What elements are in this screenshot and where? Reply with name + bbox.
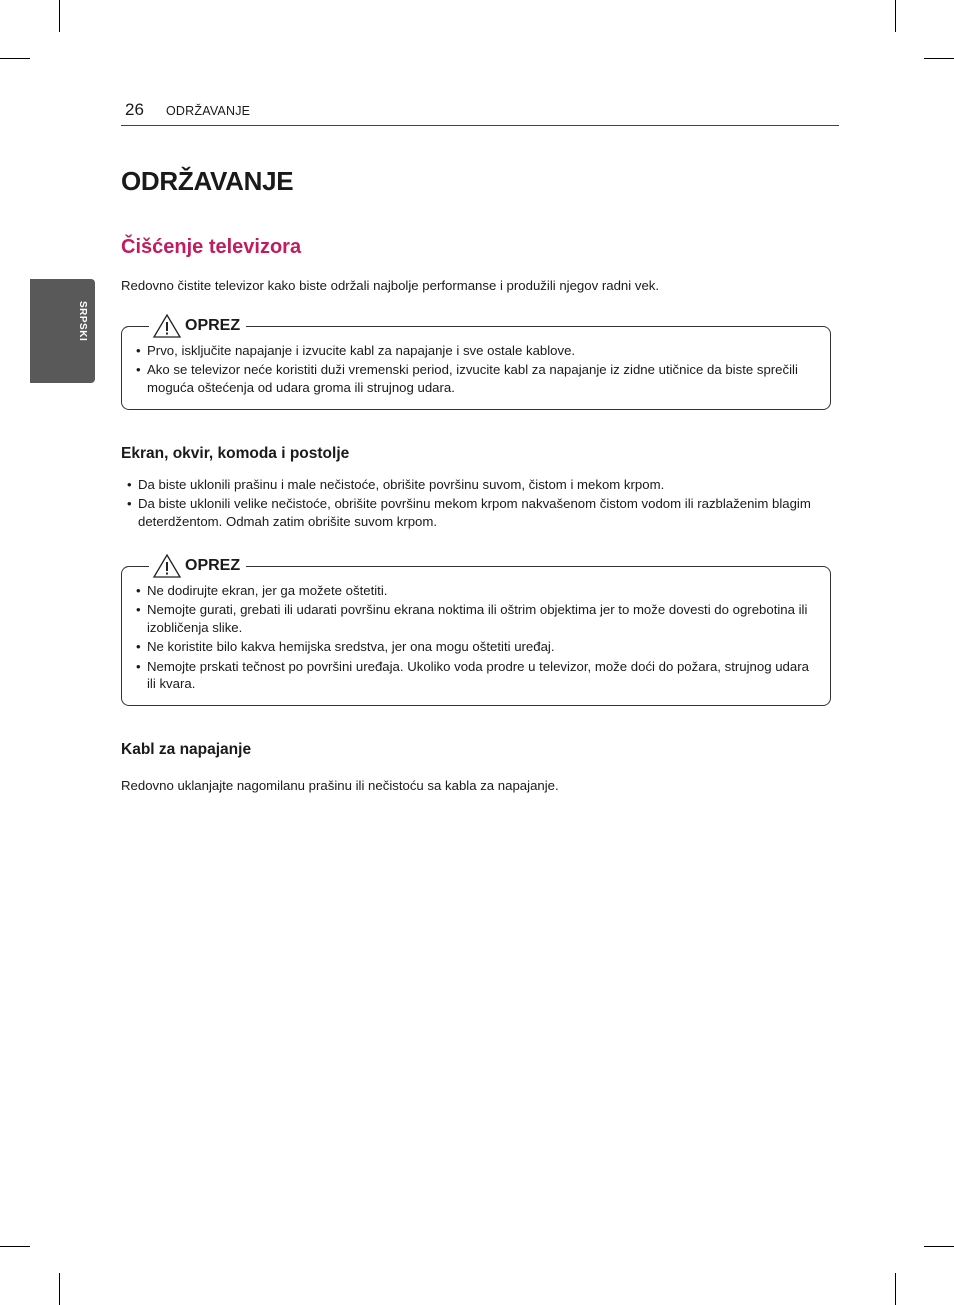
caution-title: OPREZ (185, 317, 241, 334)
caution-box (121, 317, 831, 410)
page-number: 26 (125, 100, 144, 119)
list-item: • Prvo, isključite napajanje i izvucite kabl za napajanje i sve ostale kablove. (136, 342, 816, 359)
list-item: • Ne dodirujte ekran, jer ga možete oštetiti. (136, 582, 816, 599)
screen-section-heading: Ekran, okvir, komoda i postolje (121, 445, 350, 462)
list-item: • Ako se televizor neće koristiti duži vremenski period, izvucite kabl za napajanje iz zidne utičnice da biste sprečili moguća oštećenja od udara groma ili strujnog udara. (136, 361, 816, 396)
caution-label (149, 554, 246, 578)
cable-paragraph: Redovno uklanjajte nagomilanu prašinu ili nečistoću sa kabla za napajanje. (121, 778, 559, 793)
language-side-tab (30, 279, 95, 383)
warning-triangle-icon (153, 554, 181, 578)
caution-label (149, 314, 246, 338)
crop-mark (924, 58, 954, 59)
crop-mark (0, 1246, 30, 1247)
caution-list (136, 342, 816, 398)
crop-mark (924, 1246, 954, 1247)
list-item: • Nemojte gurati, grebati ili udarati površinu ekrana noktima ili oštrim objektima jer to može dovesti do ogrebotina ili izobličenja slike. (136, 601, 816, 636)
list-item: • Da biste uklonili velike nečistoće, obrišite površinu mekom krpom nakvašenom čistom vodom ili razblaženim blagim deterdžentom. Odmah zatim obrišite suvom krpom. (127, 495, 817, 530)
page-header (121, 98, 839, 126)
crop-mark (59, 0, 60, 32)
cable-section-heading: Kabl za napajanje (121, 741, 252, 758)
list-item: • Da biste uklonili prašinu i male nečistoće, obrišite površinu suvom, čistom i mekom krpom. (127, 476, 817, 493)
section-title: Čišćenje televizora (121, 236, 302, 258)
language-tab-label: SRPSKI (77, 301, 88, 342)
crop-mark (895, 1273, 896, 1305)
caution-title: OPREZ (185, 557, 241, 574)
crop-mark (59, 1273, 60, 1305)
warning-triangle-icon (153, 314, 181, 338)
list-item: • Nemojte prskati tečnost po površini uređaja. Ukoliko voda prodre u televizor, može doći do požara, strujnog udara ili kvara. (136, 658, 816, 693)
running-head: ODRŽAVANJE (166, 104, 251, 118)
caution-box (121, 557, 831, 706)
list-item: • Ne koristite bilo kakva hemijska sredstva, jer ona mogu oštetiti uređaj. (136, 638, 816, 655)
crop-mark (895, 0, 896, 32)
page-title: ODRŽAVANJE (121, 166, 294, 196)
screen-cleaning-list (127, 476, 817, 532)
crop-mark (0, 58, 30, 59)
intro-paragraph: Redovno čistite televizor kako biste održali najbolje performanse i produžili njegov radni vek. (121, 278, 660, 293)
caution-list (136, 582, 816, 694)
